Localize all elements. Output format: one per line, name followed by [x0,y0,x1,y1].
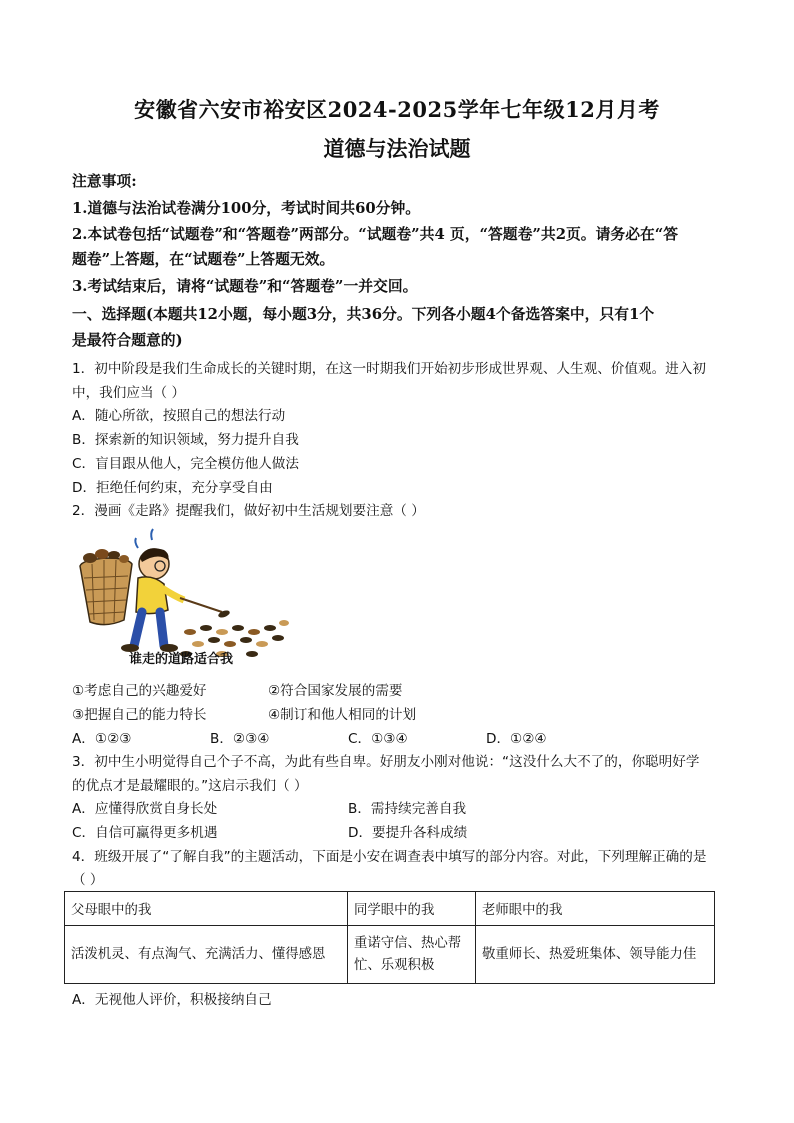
q2-option-d: D．①②④ [486,731,547,747]
q2-option-b: B．②③④ [210,731,270,747]
q2-statement-3: ③把握自己的能力特长 [72,707,207,723]
q1-stem-line1: 1．初中阶段是我们生命成长的关键时期，在这一时期我们开始初步形成世界观、人生观、价值观。进入初 [72,361,706,377]
q1-option-c: C．盲目跟从他人，完全模仿他人做法 [72,456,299,472]
table-header-cell: 同学眼中的我 [348,892,476,926]
q2-statement-2: ②符合国家发展的需要 [268,683,403,699]
section1-heading-line1: 一、选择题(本题共12小题，每小题3分，共36分。下列各小题4个备选答案中，只有1个 [72,306,655,323]
q3-stem-line1: 3．初中生小明觉得自己个子不高，为此有些自卑。好朋友小刚对他说：“这没什么大不了的，你聪明好学 [72,754,700,770]
note-2-line1: 2.本试卷包括“试题卷”和“答题卷”两部分。“试题卷”共4 页，“答题卷”共2页。请务必在“答 [72,226,679,243]
q4-stem-line1: 4．班级开展了“了解自我”的主题活动，下面是小安在调查表中填写的部分内容。对此，下列理解正确的是 [72,849,707,865]
q2-option-c: C．①③④ [348,731,408,747]
table-row [65,926,715,984]
note-3: 3.考试结束后，请将“试题卷”和“答题卷”一并交回。 [72,278,418,295]
table-header-cell: 父母眼中的我 [65,892,348,926]
self-survey-table [64,891,715,984]
q3-option-a: A．应懂得欣赏自身长处 [72,801,218,817]
q4-stem-line2: （ ） [72,872,104,888]
q3-stem-line2: 的优点才是最耀眼的。”这启示我们（ ） [72,778,308,794]
q1-option-b: B．探索新的知识领域，努力提升自我 [72,432,299,448]
q3-option-d: D．要提升各科成绩 [348,825,468,841]
q1-option-d: D．拒绝任何约束，充分享受自由 [72,480,273,496]
q1-option-a: A．随心所欲，按照自己的想法行动 [72,408,286,424]
section1-heading-line2: 是最符合题意的) [72,332,183,349]
note-1: 1.道德与法治试卷满分100分，考试时间共60分钟。 [72,200,421,217]
table-header-cell: 老师眼中的我 [476,892,715,926]
note-2-line2: 题卷”上答题，在“试题卷”上答题无效。 [72,251,335,268]
exam-title: 安徽省六安市裕安区2024-2025学年七年级12月月考 [134,97,660,122]
table-header-row [65,892,715,926]
exam-subject: 道德与法治试题 [323,136,471,161]
table-cell: 敬重师长、热爱班集体、领导能力佳 [476,926,715,984]
q2-statement-1: ①考虑自己的兴趣爱好 [72,683,207,699]
q1-stem-line2: 中，我们应当（ ） [72,385,186,401]
q3-option-c: C．自信可赢得更多机遇 [72,825,218,841]
q2-statement-4: ④制订和他人相同的计划 [268,707,417,723]
q2-option-a: A．①②③ [72,731,132,747]
table-cell: 重诺守信、热心帮忙、乐观积极 [348,926,476,984]
q3-option-b: B．需持续完善自我 [348,801,467,817]
notes-heading: 注意事项: [72,173,137,190]
cartoon-caption: 谁走的道路适合我 [129,652,234,667]
q2-stem: 2．漫画《走路》提醒我们，做好初中生活规划要注意（ ） [72,503,425,519]
q4-option-a: A．无视他人评价，积极接纳自己 [72,992,272,1008]
table-cell: 活泼机灵、有点淘气、充满活力、懂得感恩 [65,926,348,984]
